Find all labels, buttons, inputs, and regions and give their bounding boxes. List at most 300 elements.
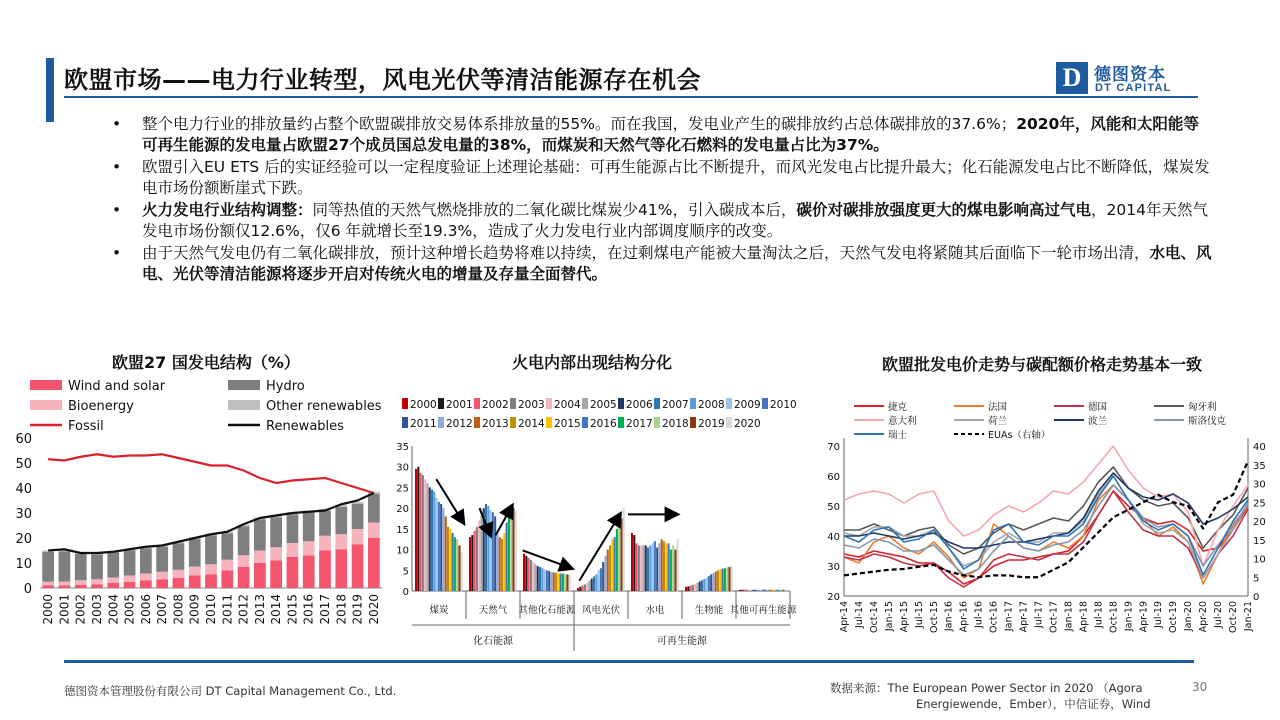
x-tick-label: 2018	[334, 594, 349, 625]
bullet-text: ，2014年天然气发电市场份额仅12.6%，仅6 年就增长至19.3%，造成了火力发电行业内部调度顺序的改变。	[142, 201, 1208, 240]
x-tick-label: 2003	[90, 594, 104, 625]
bar	[668, 543, 670, 591]
bar-segment	[189, 567, 201, 576]
bar	[638, 545, 640, 591]
bar	[607, 550, 609, 591]
x-tick-label: 2001	[57, 594, 72, 625]
bar-segment	[75, 580, 87, 585]
x-tick-label: Oct-16	[988, 601, 1000, 633]
bar	[569, 575, 571, 591]
bar	[623, 508, 625, 591]
y-tick-label: 15	[396, 524, 409, 536]
x-tick-label: 2000	[41, 594, 56, 625]
bar-segment	[335, 534, 347, 549]
y-tick-label: 30	[15, 507, 32, 522]
bar	[492, 512, 494, 591]
bar-segment	[189, 576, 201, 589]
legend-swatch	[690, 417, 696, 428]
bar	[458, 545, 460, 591]
x-tick-label: Oct-19	[1168, 601, 1180, 633]
bar	[471, 535, 473, 591]
bar	[694, 584, 696, 591]
y-right-tick-label: 35	[1253, 460, 1266, 472]
legend-label: 2009	[734, 399, 761, 411]
bar	[433, 492, 435, 591]
legend-swatch	[228, 380, 260, 390]
bar-segment	[221, 560, 233, 571]
legend-label: 2018	[662, 418, 689, 430]
bar	[652, 543, 654, 591]
group-label: 可再生能源	[657, 636, 707, 647]
legend-label: 斯洛伐克	[1188, 416, 1227, 427]
x-tick-label: Jul-16	[973, 601, 985, 628]
x-tick-label: Apr-20	[1198, 601, 1210, 633]
footer-source	[830, 680, 1190, 712]
x-tick-label: Oct-17	[1048, 601, 1060, 633]
bar-segment	[91, 554, 103, 579]
bar-segment	[335, 507, 347, 535]
bar	[525, 556, 527, 591]
bar	[447, 527, 449, 591]
bar	[696, 583, 698, 591]
bar	[429, 487, 431, 591]
x-tick-label: Jan-18	[1063, 601, 1075, 632]
x-tick-label: 2007	[155, 594, 170, 625]
bar	[687, 586, 689, 591]
bar	[541, 568, 543, 591]
bullet-bold-text: 水电、风电、光伏等清洁能源将逐步开启对传统火电的增量及存量全面替代。	[142, 244, 1212, 283]
bar	[417, 467, 419, 591]
bar-segment	[42, 552, 54, 582]
bar	[647, 548, 649, 592]
legend-label: Wind and solar	[68, 379, 166, 394]
legend-label: 荷兰	[988, 416, 1008, 427]
bar	[722, 569, 724, 591]
chart3-price-vs-eua	[812, 392, 1280, 652]
bar	[663, 541, 665, 591]
bar	[760, 590, 762, 591]
bar	[649, 545, 651, 591]
bar	[715, 572, 717, 591]
bar-segment	[352, 544, 364, 588]
bullet-text: 由于天然气发电仍有二氧化碳排放，预计这种增长趋势将难以持续，在过剩煤电产能被大量淘汰之后，天然气发电将紧随其后面临下一轮市场出清，	[142, 244, 1150, 262]
bar	[480, 514, 482, 591]
bar	[550, 572, 552, 591]
bar	[523, 554, 525, 591]
bar	[670, 550, 672, 591]
bar	[614, 537, 616, 591]
bar	[420, 473, 422, 591]
bar-segment	[59, 582, 71, 586]
x-tick-label: 2015	[285, 594, 300, 625]
bar	[431, 490, 433, 592]
legend-label: Fossil	[68, 419, 104, 434]
legend-swatch	[726, 398, 732, 409]
bar	[776, 590, 778, 591]
bar	[755, 590, 757, 591]
bar-segment	[205, 536, 217, 565]
bar	[442, 508, 444, 591]
bar-segment	[107, 553, 119, 578]
bar	[546, 570, 548, 591]
bullet-dot: •	[112, 201, 122, 219]
bullet-dot: •	[112, 244, 122, 262]
footer-source-line1: 数据来源：The European Power Sector in 2020 （Agora	[830, 681, 1143, 695]
bar-segment	[75, 585, 87, 588]
bar	[762, 590, 764, 591]
bar	[532, 562, 534, 591]
x-tick-label: 2009	[187, 594, 202, 625]
bar	[604, 556, 606, 591]
legend-label: 2010	[770, 399, 797, 411]
bar	[780, 590, 782, 591]
legend-label: 2012	[446, 418, 473, 430]
x-tick-label: 水电	[645, 605, 665, 616]
bar	[508, 514, 510, 591]
bar-segment	[319, 536, 331, 551]
bar	[476, 527, 478, 591]
bar	[701, 580, 703, 591]
bar	[744, 590, 746, 591]
legend-swatch	[726, 417, 732, 428]
bar	[746, 590, 748, 591]
bullet-item	[112, 157, 1212, 198]
bar	[757, 590, 759, 591]
bar	[487, 506, 489, 591]
bar	[778, 590, 780, 591]
bar	[741, 590, 743, 591]
x-tick-label: Jan-15	[883, 601, 895, 632]
x-tick-label: Apr-17	[1018, 601, 1030, 633]
page-number: 30	[1192, 680, 1208, 694]
legend-swatch	[30, 400, 62, 410]
bar	[665, 543, 667, 591]
x-tick-label: Jan-19	[1123, 601, 1135, 632]
legend-swatch	[654, 398, 660, 409]
bar-segment	[254, 519, 266, 550]
bar	[577, 588, 579, 591]
bar	[699, 581, 701, 591]
bar	[588, 581, 590, 591]
bar-segment	[335, 549, 347, 588]
bar	[611, 539, 613, 591]
x-tick-label: Jul-20	[1213, 601, 1225, 628]
y-tick-label: 0	[402, 587, 409, 598]
bar	[640, 545, 642, 591]
bar-segment	[319, 551, 331, 589]
legend-swatch	[762, 398, 768, 409]
y-tick-label: 20	[15, 532, 32, 547]
y-right-tick-label: 5	[1253, 573, 1260, 585]
legend-swatch	[402, 398, 408, 409]
x-tick-label: Jul-19	[1153, 601, 1165, 628]
bar	[724, 568, 726, 591]
footer-source-line2: Energiewende，Ember），中信证券，Wind	[916, 697, 1151, 711]
legend-label: 2011	[410, 418, 437, 430]
bar	[426, 483, 428, 591]
x-tick-label: Jul-15	[913, 601, 925, 628]
bar	[562, 574, 564, 591]
x-tick-label: Jan-21	[1243, 601, 1254, 632]
legend-label: 德国	[1088, 402, 1108, 413]
legend-label: 2013	[482, 418, 509, 430]
logo-en-text: DT CAPITAL	[1095, 82, 1172, 94]
footer-company: 德图资本管理股份有限公司 DT Capital Management Co., Ltd.	[64, 684, 397, 698]
bar	[645, 545, 647, 591]
legend-label: 2004	[554, 399, 581, 411]
bar	[564, 574, 566, 591]
bullet-item	[112, 114, 1212, 155]
x-tick-label: Apr-15	[898, 601, 910, 633]
bar-segment	[59, 552, 71, 582]
bar	[566, 574, 568, 591]
bullet-bold-text: 2020年，风能和太阳能等可再生能源的发电量占欧盟27个成员国总发电量的38%，而煤炭和天然气等化石燃料的发电量占比为37%。	[142, 115, 1199, 154]
y-left-tick-label: 40	[827, 532, 840, 543]
bar-segment	[352, 529, 364, 544]
legend-label: Hydro	[266, 379, 305, 394]
legend-label: 意大利	[888, 416, 917, 427]
y-tick-label: 10	[15, 557, 32, 572]
legend-label: 2017	[626, 418, 653, 430]
x-tick-label: 2011	[220, 594, 235, 625]
bullet-list	[112, 114, 1212, 286]
legend-swatch	[438, 398, 444, 409]
legend-swatch	[546, 398, 552, 409]
legend-swatch	[474, 417, 480, 428]
bar	[631, 533, 633, 591]
bar	[728, 567, 730, 591]
y-right-tick-label: 10	[1253, 554, 1266, 566]
bar	[703, 579, 705, 591]
title-accent-bar	[46, 58, 54, 122]
x-tick-label: 2006	[138, 594, 153, 625]
chart3-title: 欧盟批发电价走势与碳配额价格走势基本一致	[882, 355, 1203, 374]
bar	[512, 508, 514, 591]
bar	[436, 498, 438, 591]
bar-segment	[91, 584, 103, 588]
series-line	[844, 476, 1248, 575]
y-left-tick-label: 30	[827, 562, 840, 573]
x-tick-label: 2002	[73, 594, 88, 625]
bullet-text: 同等热值的天然气燃烧排放的二氧化碳比煤炭少41%，引入碳成本后，	[312, 201, 797, 219]
bar	[642, 545, 644, 591]
bar	[654, 541, 656, 591]
bar-segment	[124, 551, 136, 576]
x-tick-label: Apr-18	[1078, 601, 1090, 633]
bar-segment	[140, 581, 152, 589]
x-tick-label: Apr-14	[839, 601, 850, 633]
legend-swatch	[228, 400, 260, 410]
bar-segment	[124, 582, 136, 588]
bar	[674, 550, 676, 591]
bar	[661, 539, 663, 591]
series-line	[844, 461, 1248, 577]
legend-label: 2002	[482, 399, 509, 411]
bar-segment	[156, 572, 168, 580]
x-tick-label: 2008	[171, 594, 186, 625]
bullet-text: 欧盟引入EU ETS 后的实证经验可以一定程度验证上述理论基础：可再生能源占比不断提升，而风光发电占比提升最大；化石能源发电占比不断降低，煤炭发电市场份额断崖式下跌。	[142, 158, 1210, 197]
bar	[690, 586, 692, 591]
bar	[490, 510, 492, 591]
bar	[452, 533, 454, 591]
legend-label: 匈牙利	[1188, 402, 1217, 413]
chart1-title: 欧盟27 国发电结构（%）	[112, 353, 300, 372]
legend-swatch	[654, 417, 660, 428]
bar-segment	[42, 586, 54, 589]
bar	[449, 529, 451, 591]
bar-segment	[140, 549, 152, 574]
bar-segment	[156, 579, 168, 588]
x-tick-label: Apr-19	[1138, 601, 1150, 633]
bar	[769, 590, 771, 591]
y-left-tick-label: 50	[827, 502, 840, 513]
x-tick-label: 2012	[236, 594, 251, 625]
bullet-item	[112, 243, 1212, 284]
bar	[469, 537, 471, 591]
bar	[658, 543, 660, 591]
logo-cn-text: 德图资本	[1094, 65, 1166, 85]
legend-label: 2003	[518, 399, 545, 411]
y-tick-label: 30	[396, 462, 409, 474]
bar	[618, 527, 620, 591]
bullet-bold-text: 碳价对碳排放强度更大的煤电影响高过气电	[796, 201, 1091, 219]
legend-swatch	[690, 398, 696, 409]
bar	[582, 586, 584, 591]
bar	[553, 572, 555, 591]
legend-label: Other renewables	[266, 399, 382, 414]
y-right-tick-label: 15	[1253, 535, 1266, 547]
bar-segment	[303, 556, 315, 589]
legend-swatch	[30, 380, 62, 390]
bar	[494, 516, 496, 591]
legend-label: 捷克	[888, 402, 908, 413]
legend-swatch	[474, 398, 480, 409]
bar	[461, 552, 463, 591]
legend-swatch	[618, 398, 624, 409]
bar	[706, 578, 708, 591]
x-tick-label: 2004	[106, 594, 121, 625]
legend-label: 2008	[698, 399, 725, 411]
bar	[510, 510, 512, 591]
legend-label: 法国	[988, 402, 1008, 413]
y-tick-label: 10	[396, 545, 409, 557]
x-tick-label: 2017	[318, 594, 332, 625]
bar	[560, 574, 562, 591]
bar	[773, 590, 775, 591]
bar	[600, 568, 602, 591]
x-tick-label: 天然气	[478, 605, 508, 616]
bar	[503, 533, 505, 591]
legend-label: 2000	[410, 399, 437, 411]
y-right-tick-label: 20	[1253, 517, 1266, 528]
x-tick-label: 风电光伏	[581, 605, 621, 616]
y-tick-label: 0	[23, 582, 32, 597]
bar	[501, 539, 503, 591]
x-tick-label: Jul-17	[1033, 601, 1045, 628]
y-tick-label: 25	[396, 483, 409, 495]
x-tick-label: 煤炭	[429, 605, 449, 616]
bar-segment	[91, 579, 103, 584]
bar	[710, 574, 712, 591]
legend-swatch	[510, 398, 516, 409]
bar-segment	[173, 570, 185, 578]
bar	[598, 570, 600, 591]
bar-segment	[107, 578, 119, 584]
bar	[496, 531, 498, 591]
bar	[771, 590, 773, 591]
x-tick-label: Apr-16	[958, 601, 970, 633]
bar	[620, 519, 622, 592]
bar	[685, 587, 687, 591]
bar-segment	[173, 544, 185, 570]
bar	[726, 567, 728, 591]
bar-segment	[42, 582, 54, 586]
bar	[440, 504, 442, 591]
y-tick-label: 5	[402, 566, 409, 578]
x-tick-label: 生物能	[694, 605, 724, 616]
group-label: 化石能源	[473, 636, 513, 647]
company-logo	[1056, 62, 1206, 98]
legend-swatch	[510, 417, 516, 428]
bar-segment	[303, 513, 315, 542]
y-left-tick-label: 60	[827, 472, 840, 483]
y-right-tick-label: 25	[1253, 498, 1266, 510]
bar	[708, 576, 710, 591]
bar	[506, 523, 508, 591]
y-left-tick-label: 20	[827, 592, 840, 603]
bar	[537, 566, 539, 591]
bar	[415, 469, 417, 591]
legend-label: 2016	[590, 418, 617, 430]
bar	[593, 577, 595, 592]
bar	[636, 543, 638, 591]
bar-segment	[205, 564, 217, 574]
bar	[785, 590, 787, 591]
bar	[766, 590, 768, 591]
bar	[656, 548, 658, 592]
bar	[609, 545, 611, 591]
bar	[739, 590, 741, 591]
bar-segment	[368, 494, 380, 523]
bar-segment	[221, 534, 233, 560]
legend-swatch	[582, 398, 588, 409]
chart2-title: 火电内部出现结构分化	[512, 353, 673, 372]
x-tick-label: 2020	[366, 594, 381, 625]
series-line	[48, 454, 374, 493]
bar-segment	[238, 555, 250, 567]
x-tick-label: Jul-18	[1093, 601, 1105, 628]
bar	[499, 537, 501, 591]
bar-segment	[287, 557, 299, 588]
bar-segment	[303, 541, 315, 555]
bar-segment	[107, 583, 119, 588]
bar-segment	[270, 561, 282, 589]
bullet-text: 整个电力行业的排放量约占整个欧盟碳排放交易体系排放量的55%。而在我国，发电业产生的碳排放约占总体碳排放的37.6%；	[142, 115, 1017, 133]
legend-label: EUAs（右轴）	[988, 430, 1051, 441]
bar-segment	[156, 547, 168, 572]
y-tick-label: 60	[15, 432, 32, 447]
bar	[633, 535, 635, 591]
bar	[595, 574, 597, 591]
legend-swatch	[618, 417, 624, 428]
legend-label: 2015	[554, 418, 581, 430]
bar	[555, 573, 557, 591]
bar-segment	[368, 538, 380, 588]
legend-swatch	[402, 417, 408, 428]
bar	[719, 569, 721, 591]
bar	[753, 590, 755, 591]
x-tick-label: Jul-14	[853, 601, 865, 628]
